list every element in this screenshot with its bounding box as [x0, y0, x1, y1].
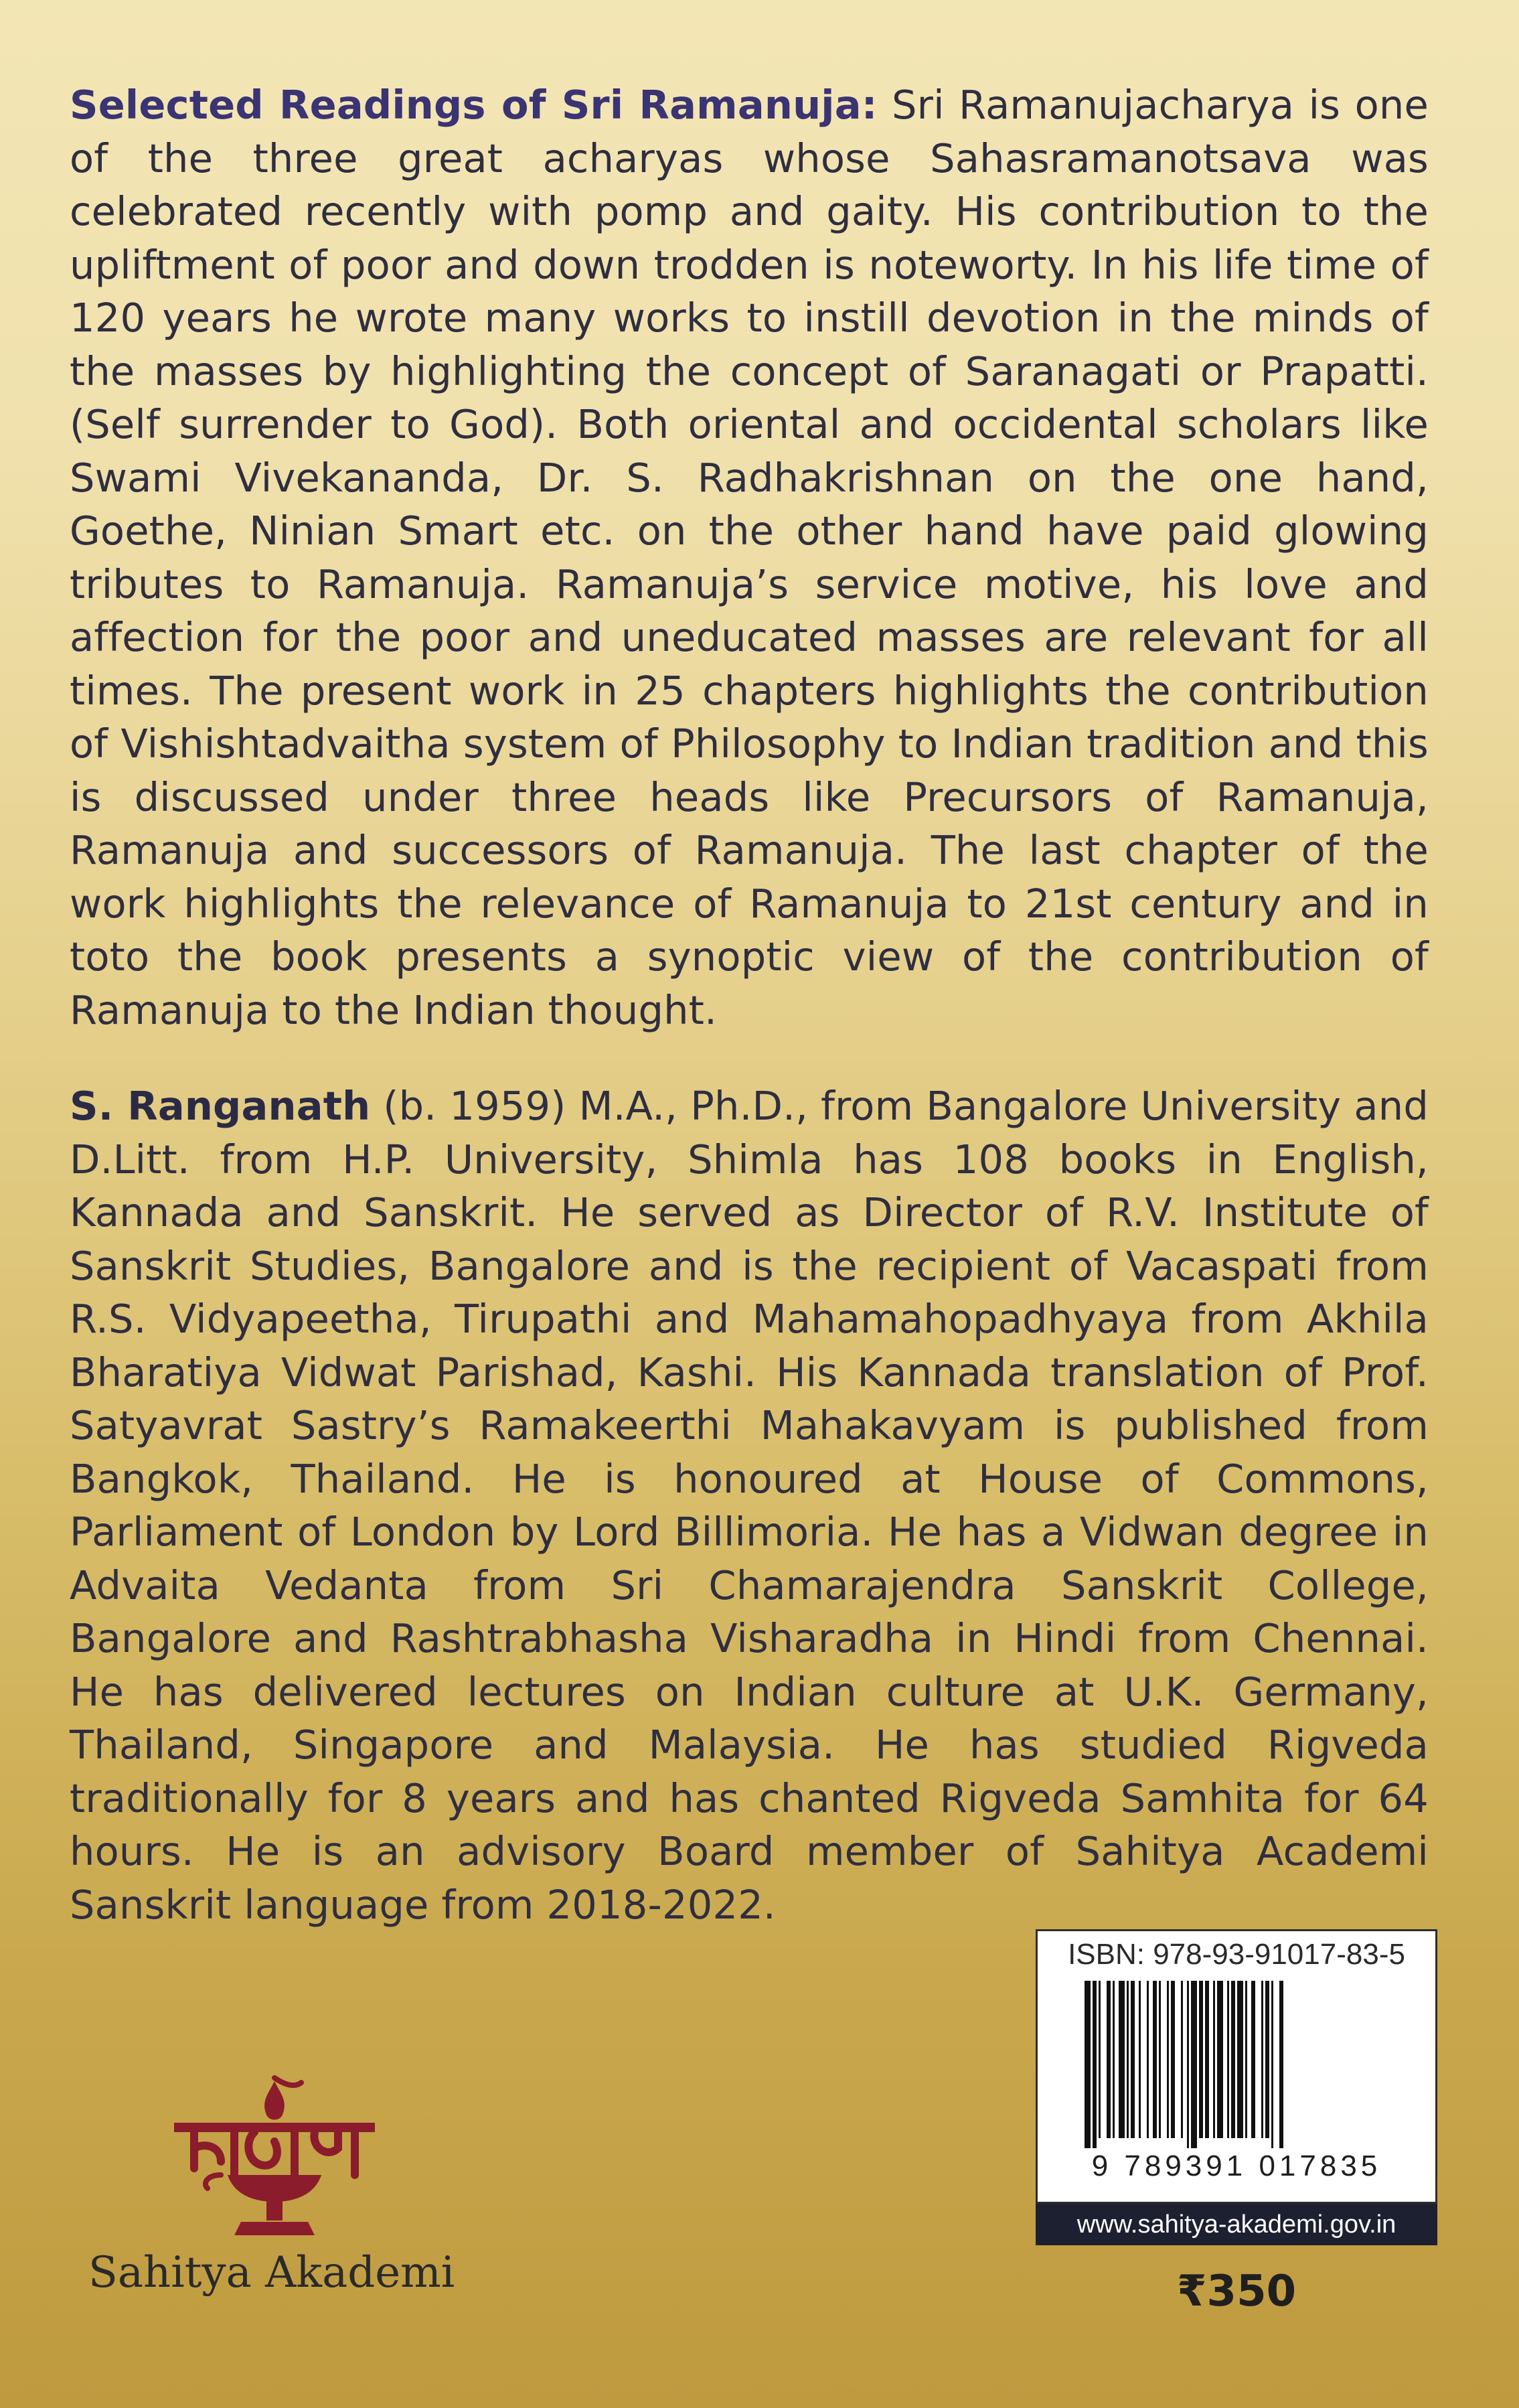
isbn-barcode	[1036, 1929, 1437, 2204]
book-title-lead: Selected Readings of Sri Ramanuja:	[70, 82, 878, 128]
barcode-digits: 9 789391 017835	[1091, 2150, 1382, 2182]
author-bio	[70, 1079, 1429, 1931]
lamp-emblem-icon	[167, 2075, 382, 2242]
sahitya-akademi-logo	[167, 2075, 382, 2245]
book-description	[70, 78, 1429, 1037]
book-description-text: Sri Ramanujacharya is one of the three great acharyas whose Sahasramanotsava was celebrated recently with pomp and gaity. His contribution to the upliftment of poor and down trodden is noteworty. In his life time of 120 years he wrote many works to instill devotion in the minds of the masses by highlighting the concept of Saranagati or Prapatti. (Self surrender to God). Both oriental and occidental scholars like Swami Vivekananda, Dr. S. Radhakrishnan on the one hand, Goethe, Ninian Smart etc. on the other hand have paid glowing tributes to Ramanuja. Ramanuja’s service motive, his love and affection for the poor and uneducated masses are relevant for all times. The present work in 25 chapters highlights the contribution of Vishishtadvaitha system of Philosophy to Indian tradition and this is discussed under three heads like Precursors of Ramanuja, Ramanuja and successors of Ramanuja. The last chapter of the work highlights the relevance of Ramanuja to 21st century and in toto the book presents a synoptic view of the contribution of Ramanuja to the Indian thought.	[70, 82, 1429, 1033]
price: ₹350	[1177, 2267, 1297, 2316]
author-name: S. Ranganath	[70, 1083, 371, 1129]
publisher-name: Sahitya Akademi	[88, 2248, 455, 2298]
barcode-icon	[1085, 1981, 1392, 2148]
isbn-number: ISBN: 978-93-91017-83-5	[1068, 1938, 1405, 1971]
website-url: www.sahitya-akademi.gov.in	[1036, 2204, 1437, 2245]
author-bio-text: (b. 1959) M.A., Ph.D., from Bangalore University and D.Litt. from H.P. University, Shimla has 108 books in English, Kannada and Sanskrit. He served as Director of R.V. Institute of Sanskrit Studies, Bangalore and is the recipient of Vacaspati from R.S. Vidyapeetha, Tirupathi and Mahamahopadhyaya from Akhila Bharatiya Vidwat Parishad, Kashi. His Kannada translation of Prof. Satyavrat Sastry’s Ramakeerthi Mahakavyam is published from Bangkok, Thailand. He is honoured at House of Commons, Parliament of London by Lord Billimoria. He has a Vidwan degree in Advaita Vedanta from Sri Chamarajendra Sanskrit College, Bangalore and Rashtrabhasha Visharadha in Hindi from Chennai. He has delivered lectures on Indian culture at U.K. Germany, Thailand, Singapore and Malaysia. He has studied Rigveda traditionally for 8 years and has chanted Rigveda Samhita for 64 hours. He is an advisory Board member of Sahitya Academi Sanskrit language from 2018-2022.	[70, 1083, 1429, 1928]
